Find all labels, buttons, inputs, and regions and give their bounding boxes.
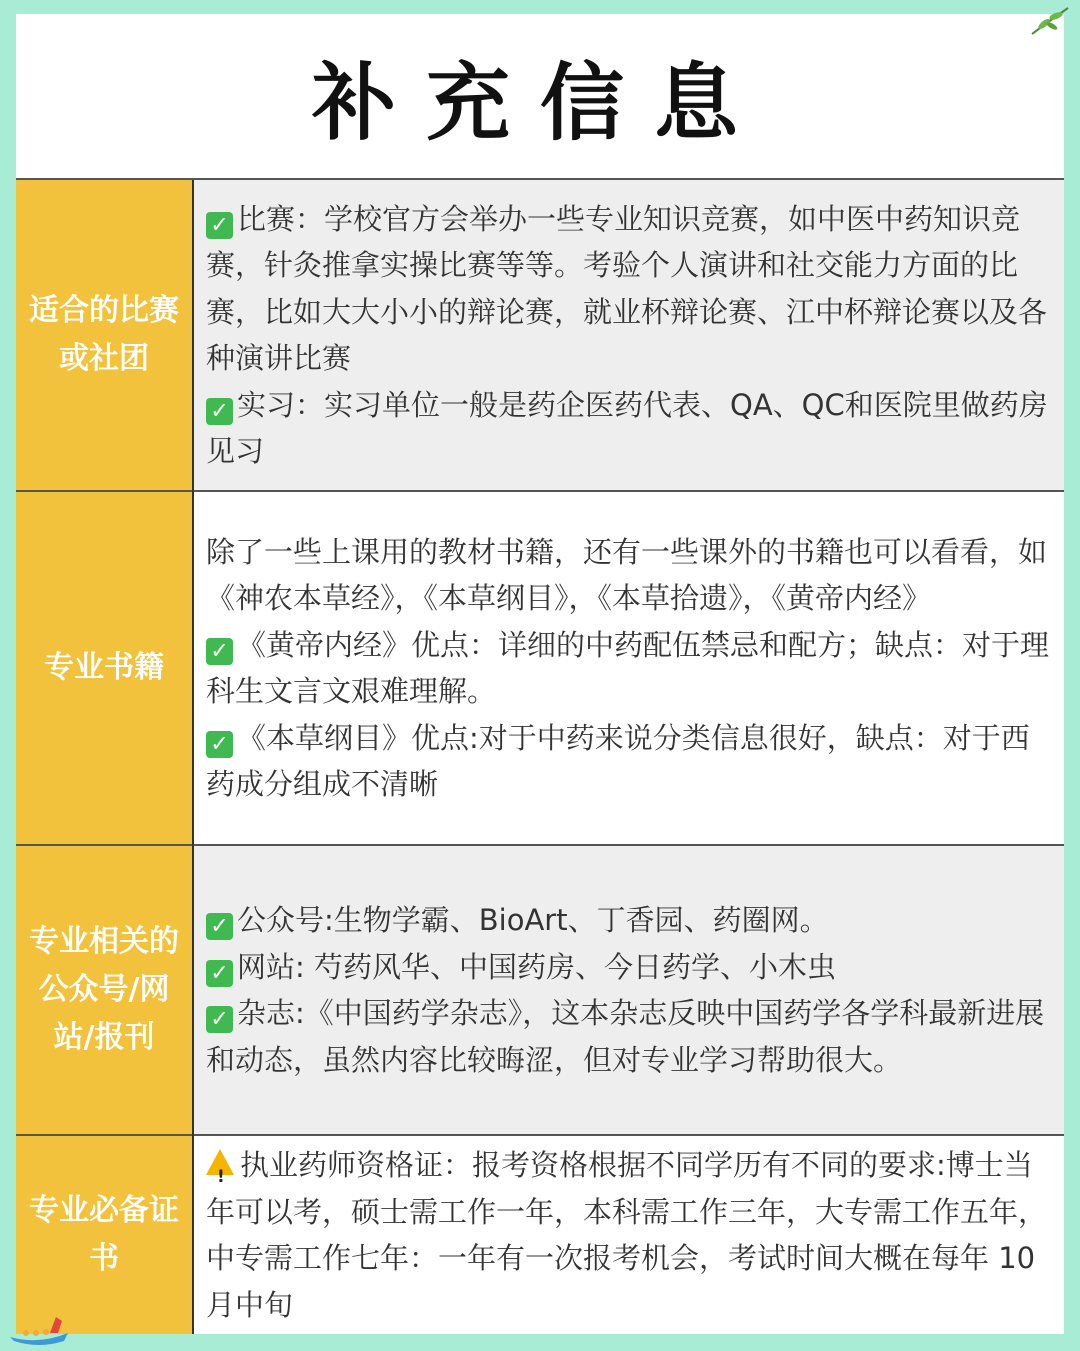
row-content bbox=[194, 846, 1064, 1134]
list-item: 除了一些上课用的教材书籍，还有一些课外的书籍也可以看看，如《神农本草经》，《本草纲目》，《本草拾遗》，《黄帝内经》 bbox=[206, 534, 1048, 615]
row-label: 专业相关的公众号/网站/报刊 bbox=[16, 846, 192, 1134]
list-item: ✓ 比赛：学校官方会举办一些专业知识竞赛，如中医中药知识竞赛，针灸推拿实操比赛等等。考验个人演讲和社交能力方面的比赛，比如大大小小的辩论赛，就业杯辩论赛、江中杯辩论赛以及各种演讲比赛 bbox=[206, 201, 1048, 375]
row-content bbox=[194, 1136, 1064, 1334]
list-item: ✓ 《本草纲目》优点:对于中药来说分类信息很好，缺点：对于西药成分组成不清晰 bbox=[206, 720, 1030, 801]
row-label: 专业必备证书 bbox=[16, 1136, 192, 1334]
row-certificates bbox=[16, 1136, 1064, 1334]
warning-icon bbox=[206, 1149, 234, 1175]
check-icon: ✓ bbox=[206, 212, 233, 239]
row-content bbox=[194, 492, 1064, 844]
check-icon: ✓ bbox=[206, 731, 233, 758]
row-label: 专业书籍 bbox=[16, 492, 192, 844]
list-item: ✓ 公众号:生物学霸、BioArt、丁香园、药圈网。 bbox=[206, 897, 1052, 944]
page-title: 补充信息 bbox=[311, 53, 768, 152]
row-media bbox=[16, 846, 1064, 1134]
list-item: ✓ 《黄帝内经》优点：详细的中药配伍禁忌和配方；缺点：对于理科生文言文艰难理解。 bbox=[206, 627, 1050, 708]
check-icon: ✓ bbox=[206, 960, 233, 987]
check-icon: ✓ bbox=[206, 913, 233, 940]
row-content bbox=[194, 180, 1064, 490]
row-label: 适合的比赛或社团 bbox=[16, 180, 192, 490]
row-competitions bbox=[16, 180, 1064, 490]
list-item: ✓ 实习：实习单位一般是药企医药代表、QA、QC和医院里做药房见习 bbox=[206, 387, 1048, 468]
check-icon: ✓ bbox=[206, 398, 233, 425]
list-item: !执业药师资格证：报考资格根据不同学历有不同的要求:博士当年可以考，硕士需工作一年，本科需工作三年，大专需工作五年，中专需工作七年：一年有一次报考机会，考试时间大概在每年 10 月中旬 bbox=[206, 1142, 1052, 1328]
leaf-branch-icon bbox=[1028, 4, 1072, 38]
info-card bbox=[16, 14, 1064, 1334]
row-books bbox=[16, 492, 1064, 844]
check-icon: ✓ bbox=[206, 638, 233, 665]
column-divider bbox=[192, 180, 194, 1334]
check-icon: ✓ bbox=[206, 1006, 233, 1033]
dragon-boat-icon bbox=[6, 1311, 72, 1347]
list-item: ✓ 网站: 芍药风华、中国药房、今日药学、小木虫 bbox=[206, 944, 1052, 991]
list-item: ✓ 杂志:《中国药学杂志》，这本杂志反映中国药学各学科最新进展和动态，虽然内容比较晦涩，但对专业学习帮助很大。 bbox=[206, 996, 1045, 1077]
